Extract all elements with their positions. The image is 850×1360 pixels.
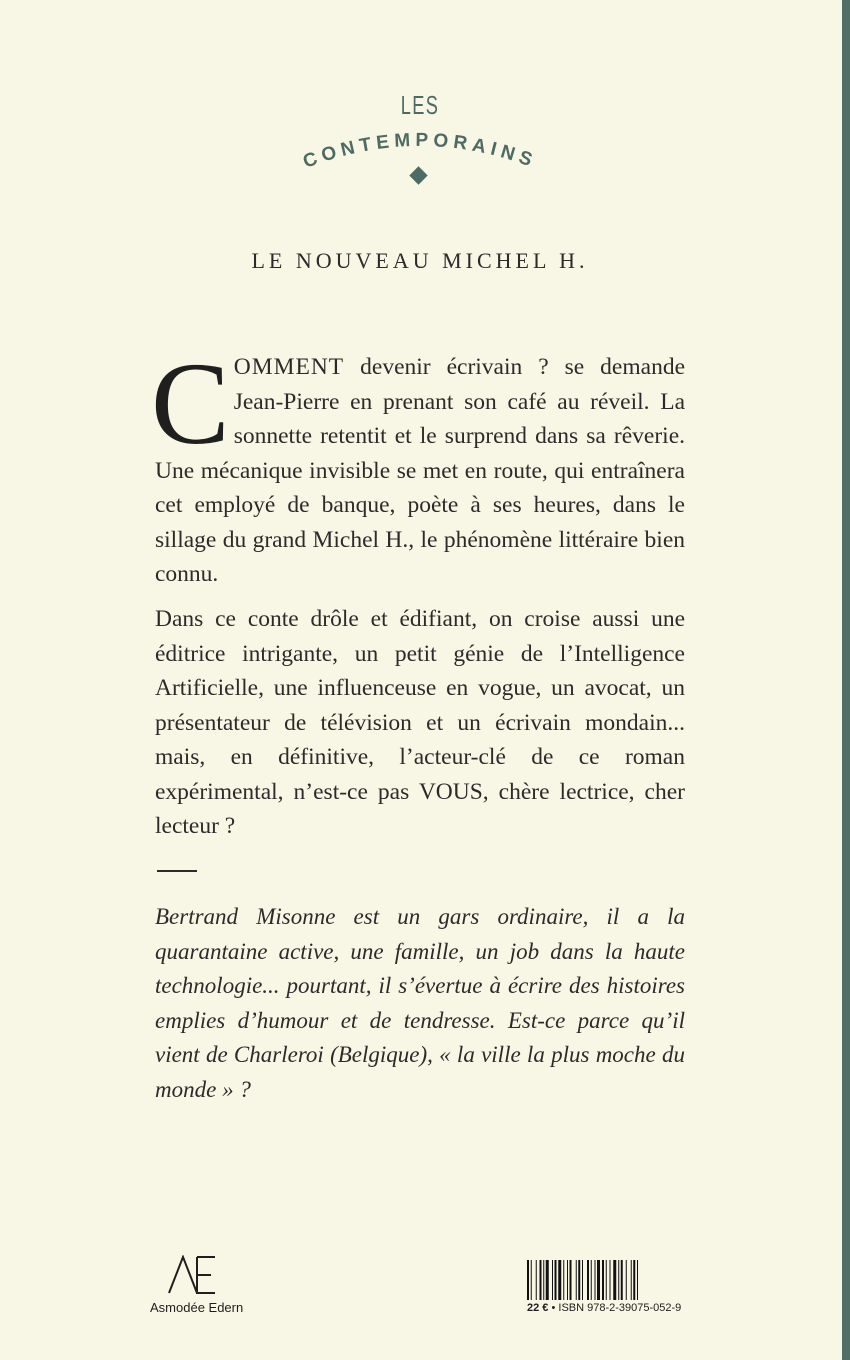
barcode-bar bbox=[563, 1260, 564, 1300]
barcode-bar bbox=[587, 1260, 589, 1300]
barcode-bar bbox=[626, 1260, 627, 1300]
summary-paragraph-1-text: devenir écrivain ? se demande Jean-Pierre en prenant son café au réveil. La sonnette retentit et le surprend dans sa rêverie. Une mécanique invisible se met en route, qui entraînera cet employé de banque, poète à ses heures, dans le sillage du grand Michel H., le phénomène littéraire bien connu. bbox=[155, 354, 685, 587]
barcode-bar bbox=[531, 1260, 532, 1300]
svg-text:CONTEMPORAINS bbox=[300, 130, 539, 173]
barcode-bar bbox=[552, 1260, 553, 1300]
drop-cap: C bbox=[151, 338, 230, 469]
barcode-bar bbox=[570, 1260, 572, 1300]
publisher-name: Asmodée Edern bbox=[150, 1300, 244, 1315]
barcode-bar bbox=[527, 1260, 529, 1300]
price-isbn-line bbox=[527, 1302, 681, 1314]
lead-smallcaps: OMMENT bbox=[233, 354, 345, 380]
book-title: LE NOUVEAU MICHEL H. bbox=[251, 248, 589, 273]
section-divider bbox=[157, 870, 197, 872]
isbn-number: ISBN 978-2-39075-052-9 bbox=[558, 1302, 682, 1314]
summary-paragraph-1 bbox=[151, 338, 685, 592]
barcode-bar bbox=[606, 1260, 607, 1300]
series-arc-text: CONTEMPORAINS bbox=[300, 129, 540, 173]
barcode-bar bbox=[543, 1260, 544, 1300]
barcode-bar bbox=[595, 1260, 596, 1300]
price-separator: • bbox=[548, 1302, 559, 1314]
barcode-bar bbox=[633, 1260, 635, 1300]
barcode-bar bbox=[536, 1260, 537, 1300]
publisher-ae-monogram-icon bbox=[167, 1255, 223, 1295]
barcode-bar bbox=[610, 1260, 611, 1300]
barcode-bar bbox=[578, 1260, 580, 1300]
barcode-bar bbox=[597, 1260, 600, 1300]
barcode-bar bbox=[555, 1260, 557, 1300]
author-bio: Bertrand Misonne est un gars ordinaire, il a la quarantaine active, une famille, un job dans la haute technologie... pourtant, il s’évertue à écrire des histoires emplies d’humour et de tendresse. Est-ce parce qu’il vient de Charleroi (Belgique), « la ville la plus moche du monde » ? bbox=[155, 904, 685, 1102]
barcode-bar bbox=[546, 1260, 549, 1300]
barcode-bar bbox=[602, 1260, 604, 1300]
price: 22 € bbox=[527, 1302, 549, 1314]
barcode-bar bbox=[621, 1260, 623, 1300]
barcode-bar bbox=[618, 1260, 619, 1300]
barcode-bar bbox=[540, 1260, 542, 1300]
barcode-bar bbox=[591, 1260, 592, 1300]
barcode-bar bbox=[582, 1260, 583, 1300]
series-label-les: LES bbox=[400, 90, 440, 120]
summary-paragraph-2: Dans ce conte drôle et édifiant, on croise aussi une éditrice intrigante, un petit génie de l’Intelligence Artificielle, une influenceuse en vogue, un avocat, un présentateur de télévision et un écrivain mondain... mais, en définitive, l’acteur-clé de ce roman expérimental, n’est-ce pas VOUS, chère lectrice, cher lecteur ? bbox=[155, 606, 685, 839]
barcode-bar bbox=[613, 1260, 616, 1300]
spine-edge-stripe bbox=[842, 0, 850, 1360]
barcode-bar bbox=[558, 1260, 561, 1300]
isbn-barcode bbox=[527, 1260, 680, 1300]
barcode-bar bbox=[576, 1260, 577, 1300]
barcode-bar bbox=[567, 1260, 568, 1300]
barcode-bar bbox=[637, 1260, 638, 1300]
barcode-bar bbox=[631, 1260, 632, 1300]
